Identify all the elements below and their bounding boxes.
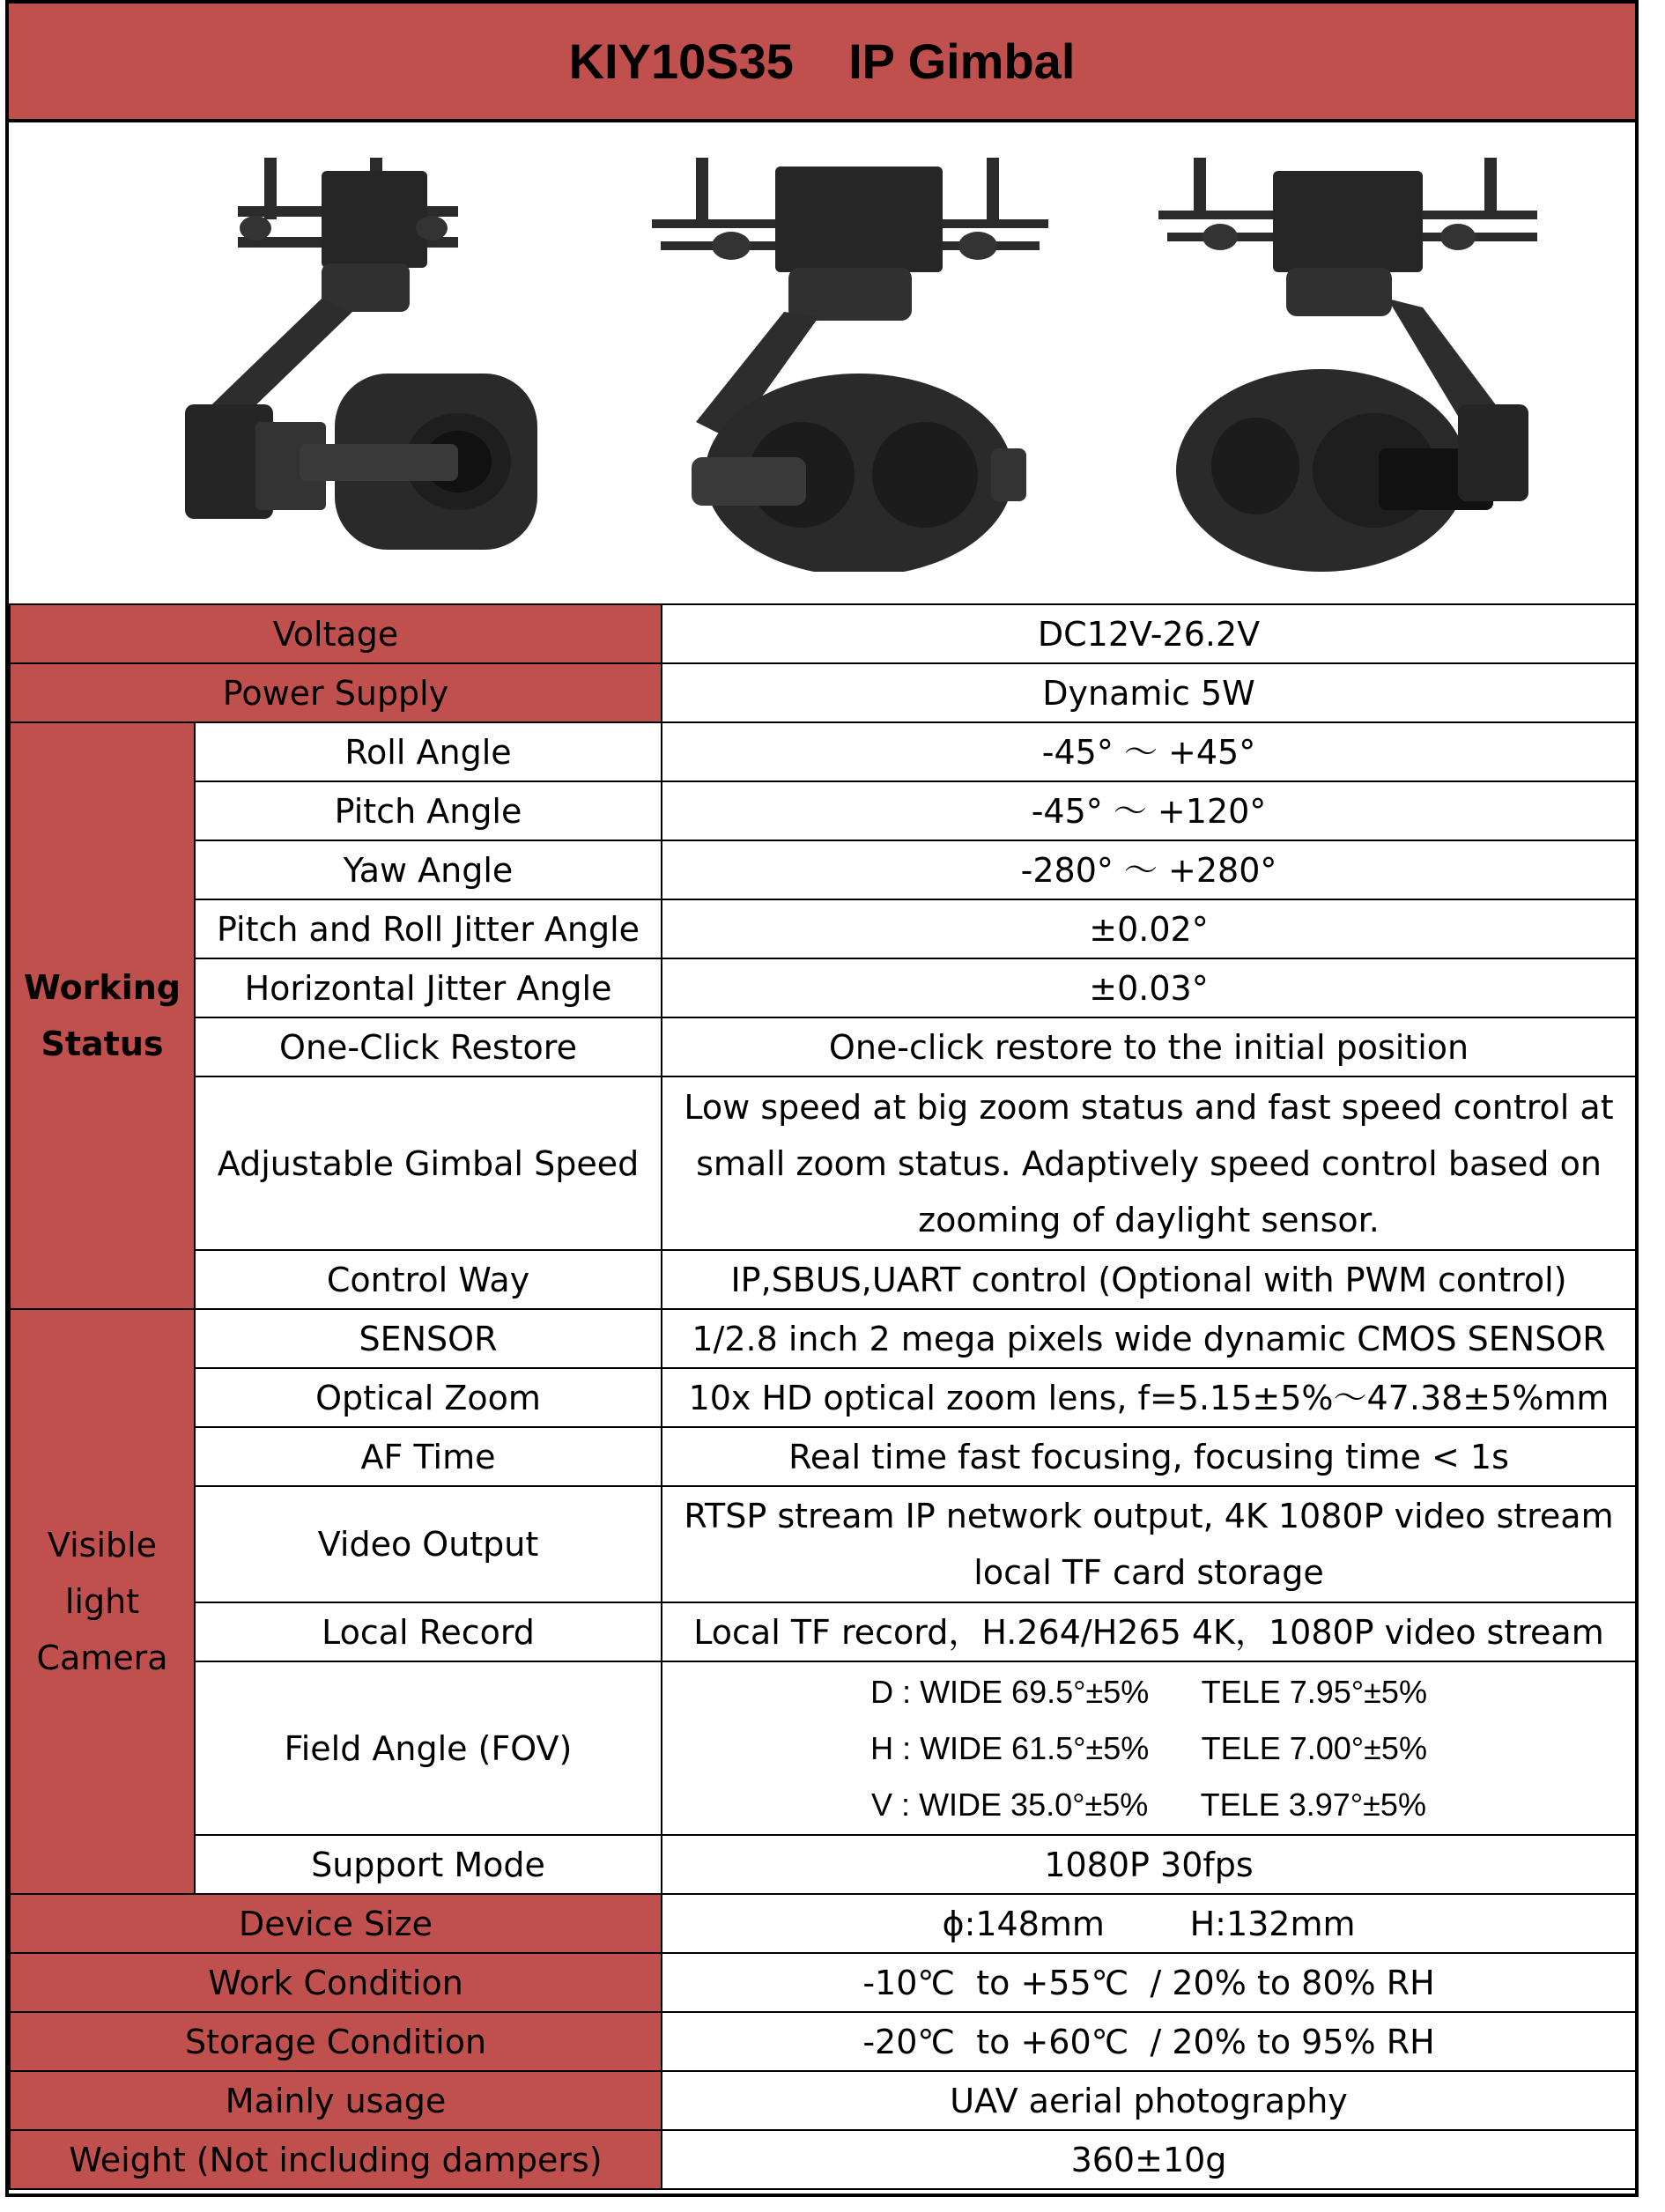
- row-label-roll: Roll Angle: [195, 722, 662, 781]
- row-value-zoom: 10x HD optical zoom lens, f=5.15±5%～47.38±5%mm: [662, 1368, 1636, 1427]
- spec-table: [9, 603, 1637, 2190]
- group-visible-light-camera: [10, 1309, 195, 1894]
- table-row: [10, 1835, 1636, 1894]
- fov-v-line: V : WIDE 35.0°±5% TELE 3.97°±5%: [871, 1786, 1426, 1823]
- row-label-video: Video Output: [195, 1486, 662, 1602]
- group-label-line: Camera: [36, 1639, 168, 1677]
- group-label-line: Visible: [47, 1526, 158, 1565]
- row-value-restore: One-click restore to the initial position: [662, 1017, 1636, 1076]
- gimbal-camera-front-view-icon: [652, 158, 1057, 572]
- table-row: [10, 781, 1636, 840]
- value-line: local TF card storage: [973, 1553, 1324, 1592]
- row-value-pitch: -45° ～ +120°: [662, 781, 1636, 840]
- table-row: [10, 1017, 1636, 1076]
- table-row: [10, 1894, 1636, 1953]
- table-row: [10, 1250, 1636, 1309]
- title-bar: [9, 4, 1635, 122]
- table-row: [10, 1309, 1636, 1368]
- row-value-af: Real time fast focusing, focusing time < 1s: [662, 1427, 1636, 1486]
- row-value-horizontal-jitter: ±0.03°: [662, 958, 1636, 1017]
- table-row: [10, 2012, 1636, 2071]
- row-value-yaw: -280° ～ +280°: [662, 840, 1636, 899]
- gimbal-camera-angled-view-icon: [1158, 158, 1546, 572]
- row-label-zoom: Optical Zoom: [195, 1368, 662, 1427]
- row-label-yaw: Yaw Angle: [195, 840, 662, 899]
- row-label-weight: Weight (Not including dampers): [10, 2130, 662, 2189]
- fov-d-line: D : WIDE 69.5°±5% TELE 7.95°±5%: [870, 1673, 1427, 1710]
- row-label-speed: Adjustable Gimbal Speed: [195, 1076, 662, 1250]
- row-value-pitch-roll-jitter: ±0.02°: [662, 899, 1636, 958]
- row-label-voltage: Voltage: [10, 604, 662, 663]
- row-label-control: Control Way: [195, 1250, 662, 1309]
- table-row: [10, 899, 1636, 958]
- table-row: [10, 1602, 1636, 1661]
- value-line: zooming of daylight sensor.: [918, 1200, 1380, 1239]
- row-label-fov: Field Angle (FOV): [195, 1661, 662, 1835]
- row-value-roll: -45° ～ +45°: [662, 722, 1636, 781]
- value-line: Low speed at big zoom status and fast speed control at: [684, 1087, 1614, 1127]
- row-value-speed: [662, 1076, 1636, 1250]
- row-label-af: AF Time: [195, 1427, 662, 1486]
- value-line: RTSP stream IP network output, 4K 1080P video stream: [684, 1497, 1614, 1535]
- table-row: [10, 1368, 1636, 1427]
- row-label-sensor: SENSOR: [195, 1309, 662, 1368]
- value-line: small zoom status. Adaptively speed control based on: [696, 1143, 1602, 1183]
- page-title: KIY10S35 IP Gimbal: [568, 33, 1076, 89]
- table-row: [10, 2130, 1636, 2189]
- table-row: [10, 722, 1636, 781]
- row-value-control: IP,SBUS,UART control (Optional with PWM control): [662, 1250, 1636, 1309]
- product-images: [9, 122, 1635, 603]
- table-row: [10, 604, 1636, 663]
- table-row: [10, 1076, 1636, 1250]
- row-label-pitch-roll-jitter: Pitch and Roll Jitter Angle: [195, 899, 662, 958]
- table-row: [10, 1953, 1636, 2012]
- row-label-mode: Support Mode: [195, 1835, 662, 1894]
- row-value-sensor: 1/2.8 inch 2 mega pixels wide dynamic CMOS SENSOR: [662, 1309, 1636, 1368]
- table-row: [10, 840, 1636, 899]
- table-row: [10, 958, 1636, 1017]
- group-working-status: [10, 722, 195, 1309]
- gimbal-camera-side-view-icon: [167, 158, 555, 572]
- spec-sheet: [5, 0, 1639, 2197]
- table-row: [10, 1486, 1636, 1602]
- row-label-pitch: Pitch Angle: [195, 781, 662, 840]
- row-label-horizontal-jitter: Horizontal Jitter Angle: [195, 958, 662, 1017]
- group-label-line: Status: [41, 1025, 164, 1063]
- row-label-usage: Mainly usage: [10, 2071, 662, 2130]
- group-label-line: light: [64, 1582, 140, 1621]
- row-value-record: Local TF record，H.264/H265 4K，1080P video stream: [662, 1602, 1636, 1661]
- row-label-size: Device Size: [10, 1894, 662, 1953]
- table-row: [10, 2071, 1636, 2130]
- row-value-size: ϕ:148mm H:132mm: [662, 1894, 1636, 1953]
- row-label-storage: Storage Condition: [10, 2012, 662, 2071]
- row-value-weight: 360±10g: [662, 2130, 1636, 2189]
- table-row: [10, 1661, 1636, 1835]
- row-value-fov: [662, 1661, 1636, 1835]
- row-label-power: Power Supply: [10, 663, 662, 722]
- table-row: [10, 1427, 1636, 1486]
- table-row: [10, 663, 1636, 722]
- row-label-work: Work Condition: [10, 1953, 662, 2012]
- row-value-video: [662, 1486, 1636, 1602]
- row-value-storage: -20℃ to +60℃ / 20% to 95% RH: [662, 2012, 1636, 2071]
- row-value-usage: UAV aerial photography: [662, 2071, 1636, 2130]
- fov-h-line: H : WIDE 61.5°±5% TELE 7.00°±5%: [870, 1729, 1427, 1766]
- row-value-work: -10℃ to +55℃ / 20% to 80% RH: [662, 1953, 1636, 2012]
- row-value-power: Dynamic 5W: [662, 663, 1636, 722]
- row-label-restore: One-Click Restore: [195, 1017, 662, 1076]
- group-label-line: Working: [24, 968, 181, 1007]
- row-value-voltage: DC12V-26.2V: [662, 604, 1636, 663]
- row-value-mode: 1080P 30fps: [662, 1835, 1636, 1894]
- row-label-record: Local Record: [195, 1602, 662, 1661]
